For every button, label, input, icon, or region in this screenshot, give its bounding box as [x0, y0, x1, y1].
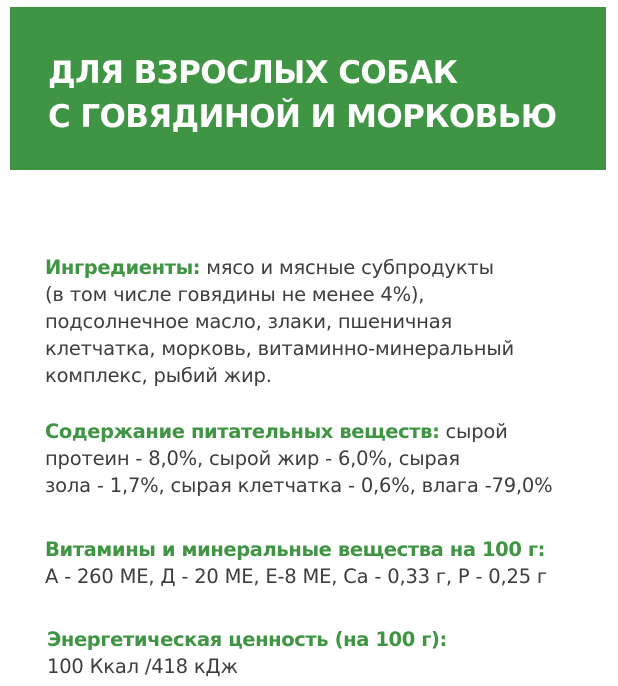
vitamins-section	[45, 536, 605, 590]
energy-section	[47, 626, 607, 680]
energy-label: Энергетическая ценность (на 100 г):	[47, 628, 447, 651]
ingredients-label: Ингредиенты:	[45, 256, 201, 279]
ingredients-line-4: клетчатка, морковь, витаминно-минеральный	[45, 337, 515, 360]
nutrients-line-3: зола - 1,7%, сырая клетчатка - 0,6%, влага -79,0%	[45, 474, 553, 497]
nutrients-section	[45, 418, 605, 499]
nutrients-label: Содержание питательных веществ:	[45, 420, 440, 443]
ingredients-text-1: мясо и мясные субпродукты	[200, 256, 494, 279]
vitamins-line-1: А - 260 МЕ, Д - 20 МЕ, Е-8 МЕ, Са - 0,33 г, Р - 0,25 г	[45, 565, 547, 588]
ingredients-section	[45, 254, 605, 389]
ingredients-line-3: подсолнечное масло, злаки, пшеничная	[45, 310, 452, 333]
ingredients-line-5: комплекс, рыбий жир.	[45, 364, 272, 387]
title-line-2: С ГОВЯДИНОЙ И МОРКОВЬЮ	[48, 99, 557, 135]
ingredients-line-1	[45, 254, 605, 281]
header-banner	[10, 7, 606, 170]
vitamins-label: Витамины и минеральные вещества на 100 г:	[45, 538, 546, 561]
title-line-1: ДЛЯ ВЗРОСЛЫХ СОБАК	[48, 55, 458, 91]
nutrients-line-1	[45, 418, 605, 445]
nutrients-line-2: протеин - 8,0%, сырой жир - 6,0%, сырая	[45, 447, 460, 470]
energy-line-1: 100 Ккал /418 кДж	[47, 655, 238, 678]
ingredients-line-2: (в том числе говядины не менее 4%),	[45, 283, 425, 306]
nutrients-text-1: сырой	[439, 420, 508, 443]
